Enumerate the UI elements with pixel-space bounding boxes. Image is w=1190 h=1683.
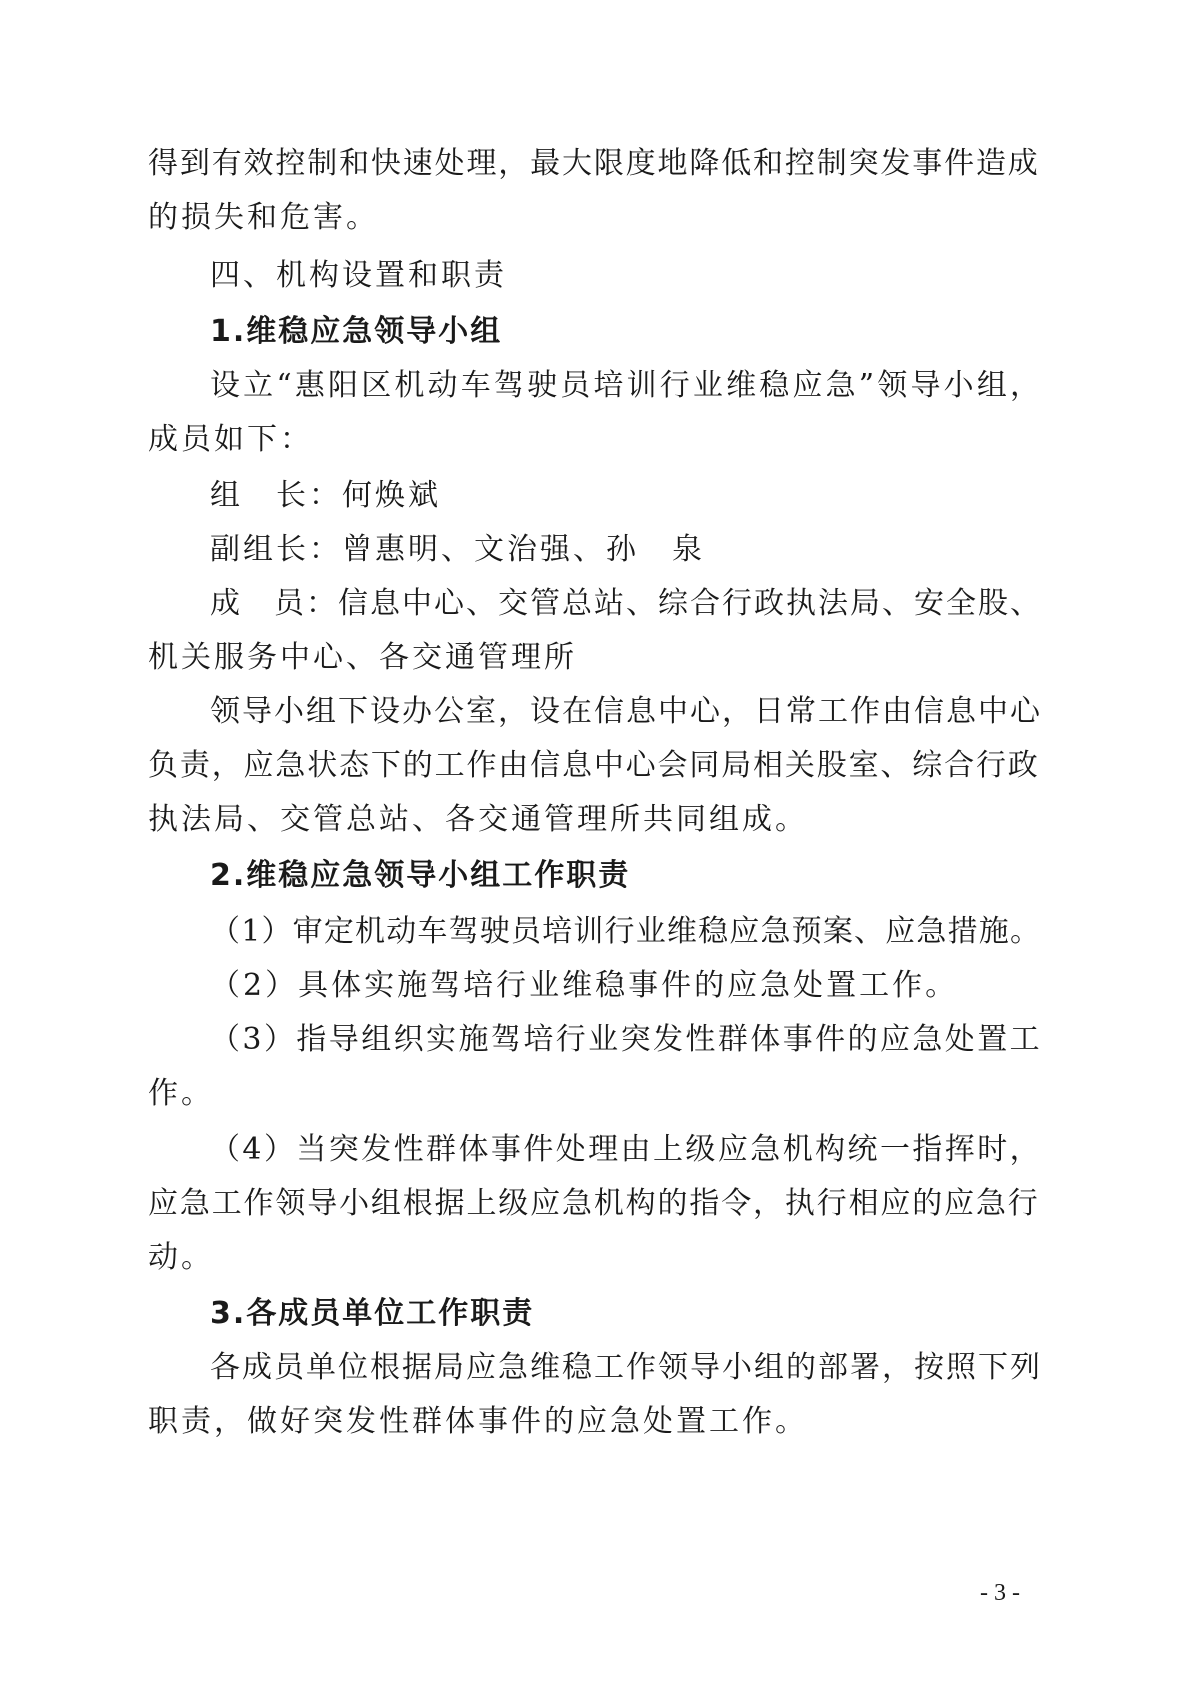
- leader-line: 组 长：何焕斌: [210, 478, 441, 513]
- subsection-heading: 3.各成员单位工作职责: [210, 1296, 535, 1331]
- list-item: （ 3 ） 指 导 组 织 实 施 驾 培 行 业 突 发 性 群 体 事 件 的 应 急 处 置 工: [210, 1022, 1040, 1057]
- paragraph-line: 的损失和危害。: [148, 200, 379, 235]
- list-item: （2）具体实施驾培行业维稳事件的应急处置工作。: [210, 968, 959, 1003]
- deputy-leader-line: 副组长：曾惠明、文治强、孙 泉: [210, 532, 705, 567]
- subsection-heading: 1.维稳应急领导小组: [210, 314, 503, 349]
- paragraph-line: 应 急 工 作 领 导 小 组 根 据 上 级 应 急 机 构 的 指 令 ， 执 行 相 应 的 应 急 行: [148, 1186, 1038, 1221]
- paragraph-line: 负 责 ， 应 急 状 态 下 的 工 作 由 信 息 中 心 会 同 局 相 关 股 室 、 综 合 行 政: [148, 748, 1038, 783]
- paragraph-line: 机关服务中心、各交通管理所: [148, 640, 577, 675]
- members-line: 成 员 ： 信 息 中 心 、 交 管 总 站 、 综 合 行 政 执 法 局 、 安 全 股 、: [210, 586, 1040, 621]
- subsection-heading: 2.维稳应急领导小组工作职责: [210, 858, 631, 893]
- list-item: （ 1 ） 审 定 机 动 车 驾 驶 员 培 训 行 业 维 稳 应 急 预 案 、 应 急 措 施 。: [210, 914, 1040, 949]
- paragraph-line: 成员如下：: [148, 422, 313, 457]
- page-number: - 3 -: [980, 1580, 1020, 1606]
- paragraph-line: 职责，做好突发性群体事件的应急处置工作。: [148, 1404, 808, 1439]
- section-heading: 四、机构设置和职责: [210, 258, 507, 293]
- list-item: （ 4 ） 当 突 发 性 群 体 事 件 处 理 由 上 级 应 急 机 构 统 一 指 挥 时 ，: [210, 1132, 1040, 1167]
- paragraph-line: 动。: [148, 1240, 214, 1275]
- paragraph-line: 领 导 小 组 下 设 办 公 室 ， 设 在 信 息 中 心 ， 日 常 工 作 由 信 息 中 心: [210, 694, 1040, 729]
- paragraph-line: 得 到 有 效 控 制 和 快 速 处 理 ， 最 大 限 度 地 降 低 和 控 制 突 发 事 件 造 成: [148, 146, 1038, 181]
- paragraph-line: 作。: [148, 1076, 214, 1111]
- paragraph-line: 执法局、交管总站、各交通管理所共同组成。: [148, 802, 808, 837]
- paragraph-line: 设 立 “ 惠 阳 区 机 动 车 驾 驶 员 培 训 行 业 维 稳 应 急 ” 领 导 小 组 ，: [210, 368, 1040, 403]
- paragraph-line: 各 成 员 单 位 根 据 局 应 急 维 稳 工 作 领 导 小 组 的 部 署 ， 按 照 下 列: [210, 1350, 1040, 1385]
